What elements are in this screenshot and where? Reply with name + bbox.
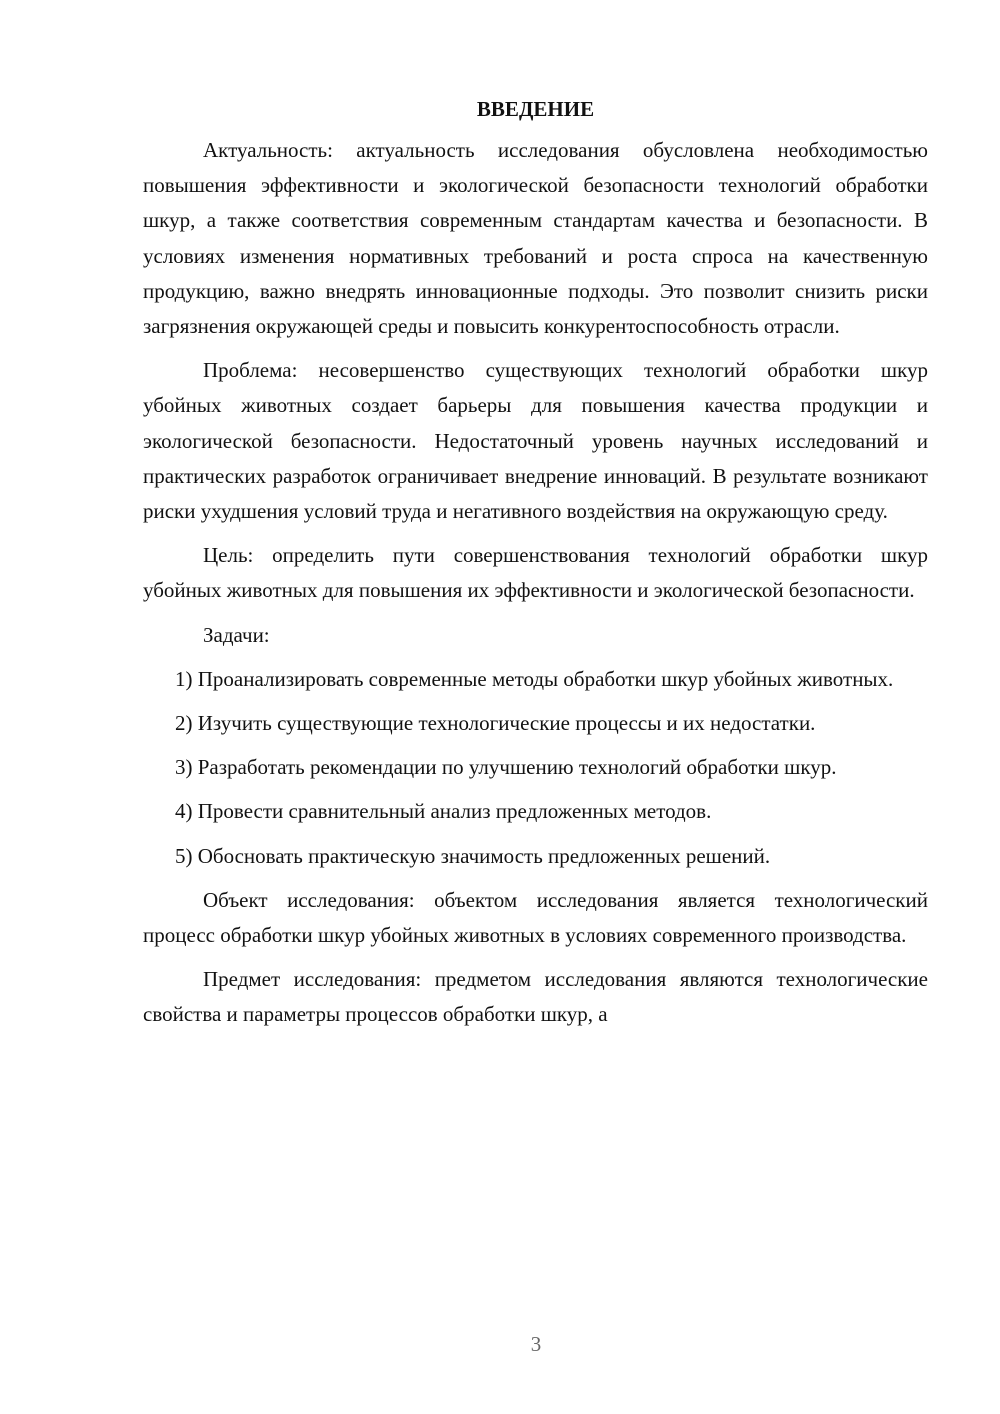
document-page — [143, 92, 928, 1033]
page-number: 3 — [530, 1332, 542, 1356]
task-item-1: 1) Проанализировать современные методы обработки шкур убойных животных. — [175, 666, 894, 691]
paragraph-relevance: Актуальность: актуальность исследования обусловлена необходимостью повышения эффективности и экологической безопасности технологий обработки шкур, а также соответствия современным стандартам качества и безопасности. В условиях изменения нормативных требований и роста спроса на качественную продукцию, важно внедрять инновационные подходы. Это позволит снизить риски загрязнения окружающей среды и повысить конкурентоспособность отрасли. — [143, 138, 928, 339]
paragraph-subject: Предмет исследования: предметом исследования являются технологические свойства и параметры процессов обработки шкур, а — [143, 967, 928, 1027]
paragraph-problem: Проблема: несовершенство существующих технологий обработки шкур убойных животных создает барьеры для повышения качества продукции и экологической безопасности. Недостаточный уровень научных исследований и практических разработок ограничивает внедрение инноваций. В результате возникают риски ухудшения условий труда и негативного воздействия на окружающую среду. — [143, 358, 928, 524]
paragraph-object: Объект исследования: объектом исследования является технологический процесс обработки шкур убойных животных в условиях современного производства. — [143, 887, 928, 948]
tasks-heading: Задачи: — [203, 622, 270, 647]
paragraph-goal: Цель: определить пути совершенствования технологий обработки шкур убойных животных для повышения их эффективности и экологической безопасности. — [143, 543, 928, 603]
task-item-4: 4) Провести сравнительный анализ предложенных методов. — [175, 799, 712, 824]
section-title: ВВЕДЕНИЕ — [476, 97, 595, 121]
task-item-3: 3) Разработать рекомендации по улучшению технологий обработки шкур. — [175, 755, 837, 780]
task-item-5: 5) Обосновать практическую значимость предложенных решений. — [175, 843, 771, 868]
task-item-2: 2) Изучить существующие технологические процессы и их недостатки. — [175, 711, 816, 736]
